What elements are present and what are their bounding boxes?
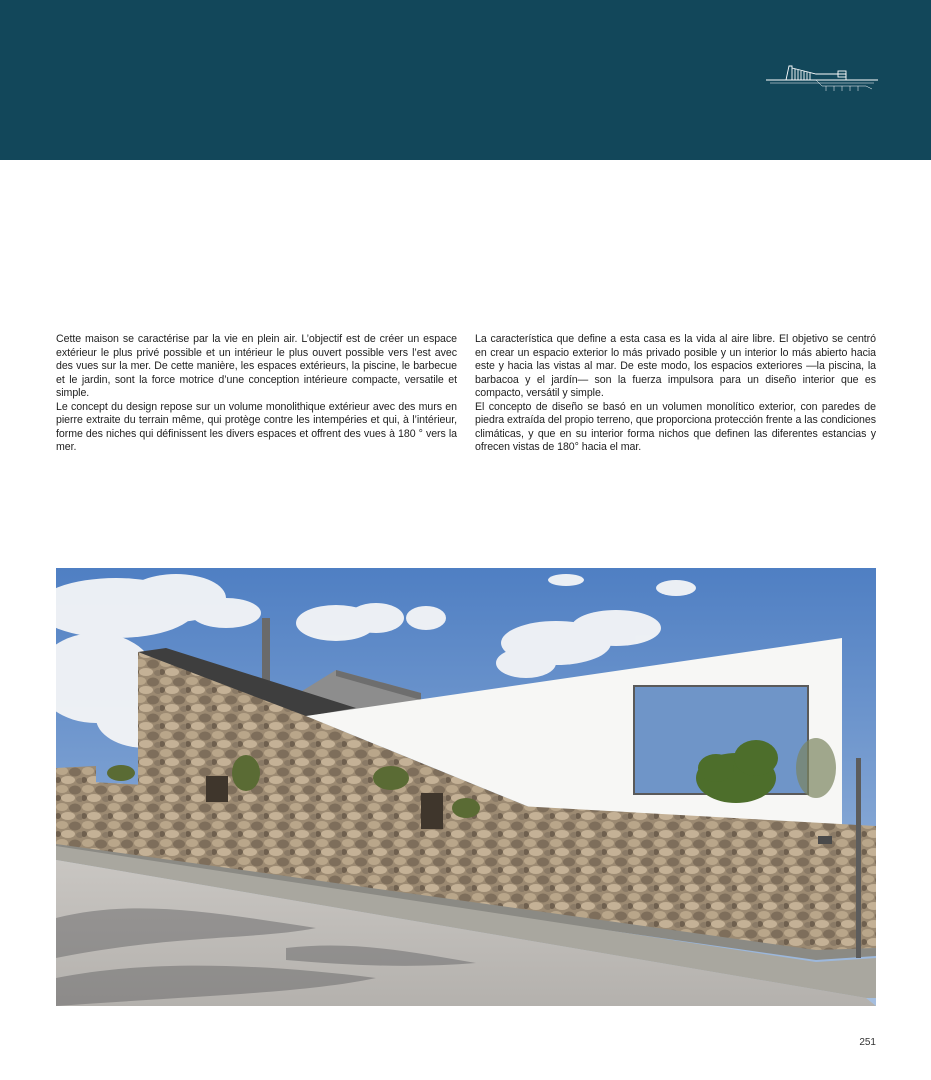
house-sketch-icon: [766, 60, 878, 94]
french-text-column: [56, 333, 457, 455]
french-paragraph-1: Cette maison se caractérise par la vie en plein air. L’objectif est de créer un espace extérieur le plus privé possible et un intérieur le plus ouvert possible vers l’est avec des vues sur la mer. De cette manière, les espaces extérieurs, la piscine, le barbecue et le jardin, sont la force motrice d’une conception intérieure compacte, versatile et simple.: [56, 333, 457, 399]
page-number: 251: [859, 1037, 876, 1048]
spanish-text-column: [475, 333, 876, 455]
french-paragraph-2: Le concept du design repose sur un volume monolithique extérieur avec des murs en pierre extraite du terrain même, qui protège contre les intempéries et qui, à l’intérieur, forme des niches qui définissent les divers espaces et offrent des vues à 180 ° vers la mer.: [56, 400, 457, 453]
header-band: [0, 0, 931, 160]
stone-and-white-house-photo: [56, 568, 876, 1006]
spanish-paragraph-2: El concepto de diseño se basó en un volumen monolítico exterior, con paredes de piedra extraída del propio terreno, que proporciona protección frente a las condiciones climáticas, y que en su interior forma nichos que definen las diferentes estancias y ofrecen vistas de 180° hacia el mar.: [475, 400, 876, 453]
spanish-paragraph-1: La característica que define a esta casa es la vida al aire libre. El objetivo se centró en crear un espacio exterior lo más privado posible y un interior lo más abierto hacia este y hacia las vistas al mar. De este modo, los espacios exteriores —la piscina, la barbacoa y el jardín— son la fuerza impulsora para un diseño interior que es compacto, versátil y simple.: [475, 333, 876, 399]
